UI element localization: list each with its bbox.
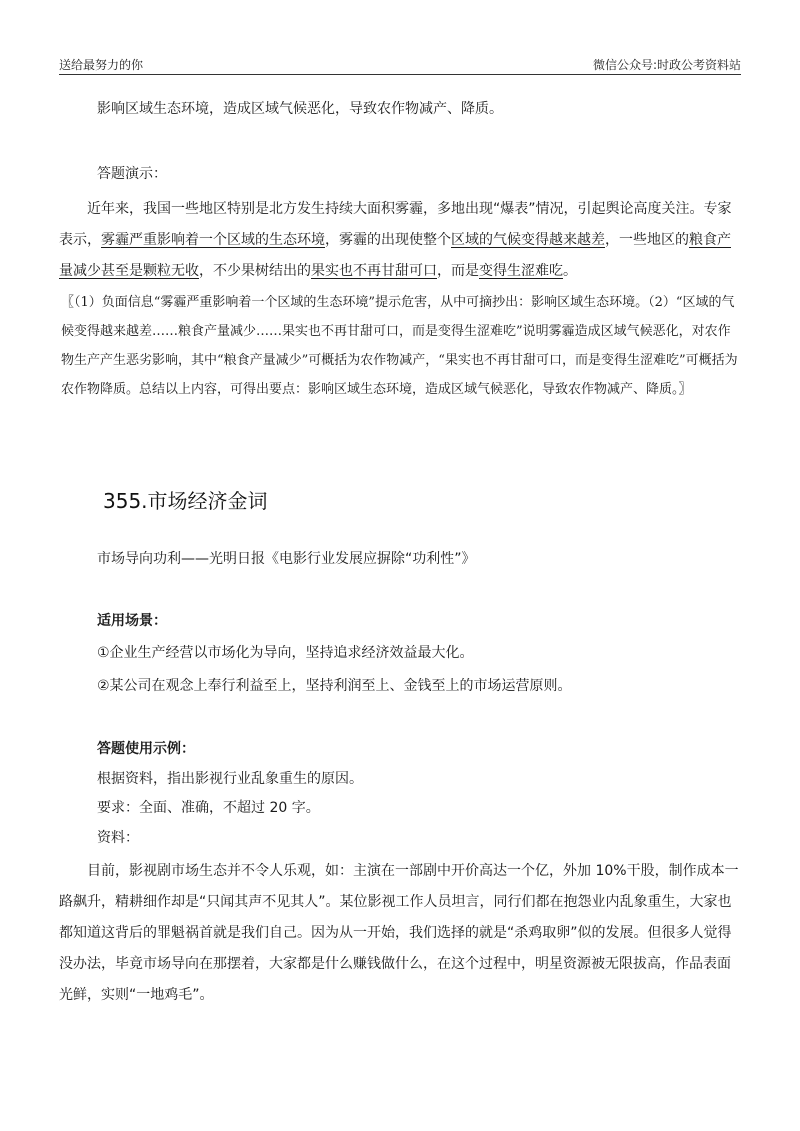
section-title: 355.市场经济金词 xyxy=(103,489,268,513)
header-right-text: 微信公众号:时政公考资料站 xyxy=(592,58,741,72)
example-question: 根据资料，指出影视行业乱象重生的原因。 xyxy=(97,771,363,787)
header-left-text: 送给最努力的你 xyxy=(59,58,144,72)
example-requirement: 要求：全面、准确，不超过 20 字。 xyxy=(97,800,320,816)
scenario-item-2: ②某公司在观念上奉行利益至上，坚持利润至上、金钱至上的市场运营原则。 xyxy=(97,678,572,694)
demo-paragraph xyxy=(59,194,740,287)
example-material-label: 资料： xyxy=(97,830,139,846)
demo-text-5: ，而是 xyxy=(437,263,479,279)
demo-underline-2: 区域的气候变得越来越差 xyxy=(451,232,605,248)
demo-underline-3: 粮食产量减少甚至是颗粒无收 xyxy=(59,232,731,279)
page-header xyxy=(59,52,741,75)
scenario-label: 适用场景： xyxy=(97,613,167,629)
demo-text-4: ，不少果树结出的 xyxy=(199,263,311,279)
demo-text-3: ，一些地区的 xyxy=(605,232,689,248)
scenario-item-1: ①企业生产经营以市场化为导向，坚持追求经济效益最大化。 xyxy=(97,645,474,661)
top-line: 影响区域生态环境，造成区域气候恶化，导致农作物减产、降质。 xyxy=(97,101,503,117)
demo-underline-4: 果实也不再甘甜可口 xyxy=(311,263,437,279)
demo-underline-1: 雾霾严重影响着一个区域的生态环境 xyxy=(101,232,325,248)
analysis-block: 〖（1）负面信息“雾霾严重影响着一个区域的生态环境”提示危害，从中可摘抄出：影响区域生态环境。（2）“区域的气候变得越来越差……粮食产量减少……果实也不再甘甜可口，而是变得生涩难吃”说明雾霾造成区域气候恶化，对农作物生产产生恶劣影响，其中“粮食产量减少”可概括为农作物减产，“果实也不再甘甜可口，而是变得生涩难吃”可概括为农作物降质。总结以上内容，可得出要点：影响区域生态环境，造成区域气候恶化，导致农作物减产、降质。〗 xyxy=(61,295,738,397)
example-label: 答题使用示例： xyxy=(97,741,195,757)
demo-label: 答题演示： xyxy=(97,166,167,182)
example-material: 目前，影视剧市场生态并不令人乐观，如：主演在一部剧中开价高达一个亿，外加 10%干股，制作成本一路飙升，精耕细作却是“只闻其声不见其人”。某位影视工作人员坦言，同行们都在抱怨业内乱象重生，大家也都知道这背后的罪魁祸首就是我们自己。因为从一开始，我们选择的就是“杀鸡取卵”似的发展。但很多人觉得没办法，毕竟市场导向在那摆着，大家都是什么赚钱做什么，在这个过程中，明星资源被无限拔高，作品表面光鲜，实则“一地鸡毛”。 xyxy=(59,863,739,1003)
demo-underline-5: 变得生涩难吃 xyxy=(479,263,563,279)
demo-text-2: ，雾霾的出现使整个 xyxy=(325,232,451,248)
demo-text-6: 。 xyxy=(563,263,577,279)
source-line: 市场导向功利——光明日报《电影行业发展应摒除“功利性”》 xyxy=(97,551,476,567)
demo-text-1: 近年来，我国一些地区特别是北方发生持续大面积雾霾，多地出现“爆表”情况，引起舆论高度关注。专家表示， xyxy=(59,201,732,248)
